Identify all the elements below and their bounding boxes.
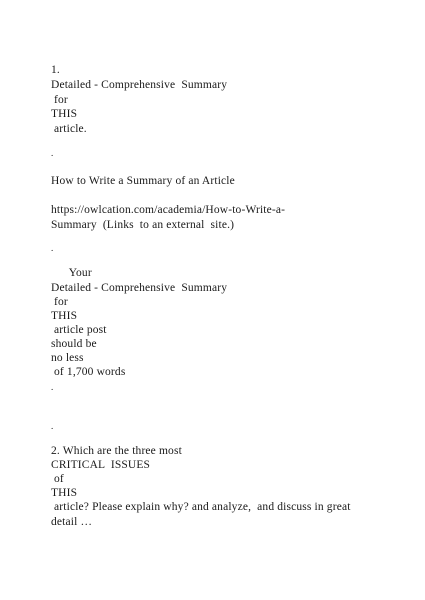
instruction-this: THIS <box>51 310 78 322</box>
question-2-this: THIS <box>51 487 78 499</box>
heading-line-article: article. <box>51 123 87 135</box>
separator-dot: . <box>51 382 54 392</box>
question-2-of: of <box>51 473 64 485</box>
instruction-article-post: article post <box>51 324 107 336</box>
article-url-line-1[interactable]: https://owlcation.com/academia/How-to-Write-a- <box>51 204 286 216</box>
article-title: How to Write a Summary of an Article <box>51 175 235 187</box>
instruction-detailed: Detailed - Comprehensive Summary <box>51 282 228 294</box>
question-2-critical: CRITICAL ISSUES <box>51 459 151 471</box>
instruction-no-less: no less <box>51 352 84 364</box>
article-url-line-2[interactable]: Summary (Links to an external site.) <box>51 219 235 231</box>
separator-dot: . <box>51 148 54 158</box>
separator-dot: . <box>51 421 54 431</box>
item-number-1: 1. <box>51 64 60 76</box>
heading-line-for: for <box>51 94 68 106</box>
instruction-should-be: should be <box>51 338 97 350</box>
question-2-prompt: article? Please explain why? and analyze, and discuss in great <box>51 501 351 513</box>
question-2-line-1: 2. Which are the three most <box>51 445 182 457</box>
heading-line-this: THIS <box>51 108 78 120</box>
separator-dot: . <box>51 243 54 253</box>
instruction-for: for <box>51 296 68 308</box>
instruction-your: Your <box>51 267 92 279</box>
question-2-detail: detail … <box>51 516 93 528</box>
instruction-word-count: of 1,700 words <box>51 366 126 378</box>
heading-line-detailed: Detailed - Comprehensive Summary <box>51 79 228 91</box>
